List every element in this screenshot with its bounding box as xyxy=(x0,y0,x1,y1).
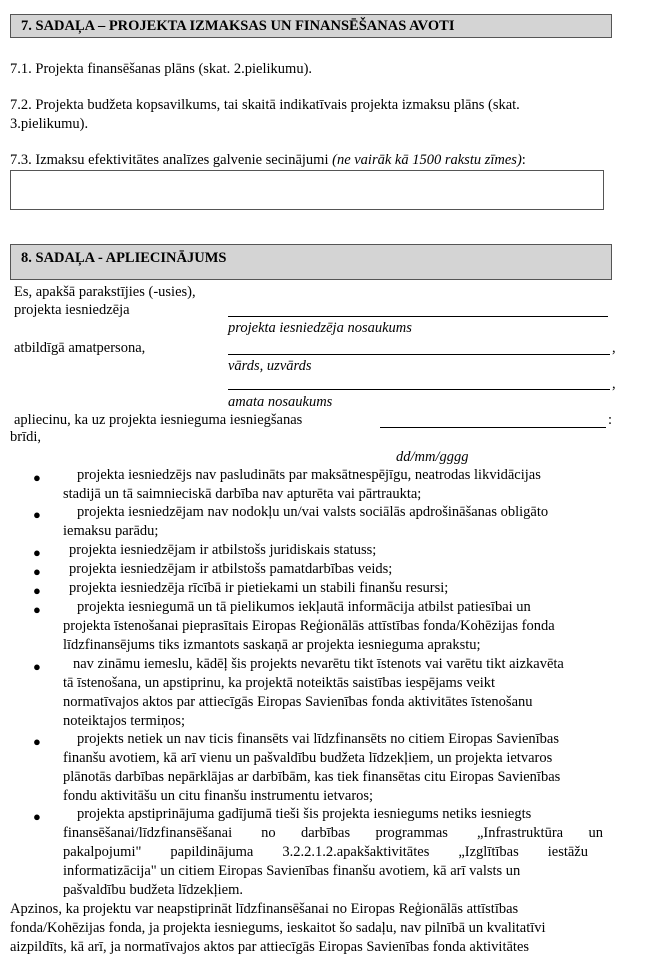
list-item-line: projekts netiek un nav ticis finansēts vai līdzfinansēts no citiem Eiropas Savienības xyxy=(77,731,560,747)
item-7-2-line2: 3.pielikumu). xyxy=(10,116,89,132)
item-7-1: 7.1. Projekta finansēšanas plāns (skat. 2.pielikumu). xyxy=(10,61,313,77)
list-item-line: projekta iesniedzējam ir atbilstošs pamatdarbības veids; xyxy=(69,561,393,577)
list-item-cont xyxy=(63,636,625,655)
item-7-3-colon: : xyxy=(521,152,526,168)
date-field[interactable] xyxy=(380,427,606,428)
caption-name-surname: vārds, uzvārds xyxy=(228,358,312,374)
bullet-icon: ● xyxy=(33,659,41,674)
list-item-cont xyxy=(63,843,625,862)
list-item-line: normatīvajos aktos par attiecīgās Eiropas Savienības fonda aktivitātes īstenošanu xyxy=(63,694,533,710)
list-item-cont xyxy=(63,824,625,843)
list-item-line: pakalpojumi" papildinājuma 3.2.2.1.2.apakšaktivitātes „Izglītības iestāžu xyxy=(63,844,588,860)
list-item xyxy=(63,579,625,598)
list-item-line: projekta iesniedzējam nav nodokļu un/vai valsts sociālās apdrošināšanas obligāto xyxy=(77,504,549,520)
position-title-field[interactable] xyxy=(228,389,610,390)
line-es: Es, apakšā parakstījies (-usies), xyxy=(14,284,196,300)
bullet-icon: ● xyxy=(33,470,41,485)
comma-1: , xyxy=(612,340,616,356)
applicant-name-field[interactable] xyxy=(228,316,608,317)
list-item-cont xyxy=(63,712,625,731)
list-item-line: projekta iesniegumā un tā pielikumos iekļautā informācija atbilst patiesībai un xyxy=(77,599,531,615)
list-item-line: noteiktajos termiņos; xyxy=(63,713,186,729)
item-7-3-text: 7.3. Izmaksu efektivitātes analīzes galvenie secinājumi xyxy=(10,152,333,168)
closing-line-2: fonda/Kohēzijas fonda, ja projekta iesniegums, ieskaitot šo sadaļu, nav pilnībā un kvalitatīvi xyxy=(10,920,546,936)
list-item-line: projekta iesniedzējs nav pasludināts par maksātnespējīgu, neatrodas likvidācijas xyxy=(77,467,541,483)
list-item-line: projekta iesniedzēja rīcībā ir pietiekami un stabili finanšu resursi; xyxy=(69,580,449,596)
list-item-line: fondu aktivitāšu un citu finanšu instrumentu ietvaros; xyxy=(63,788,374,804)
closing-line-1: Apzinos, ka projektu var neapstiprināt līdzfinansēšanai no Eiropas Reģionālās attīstības xyxy=(10,901,519,917)
list-item-line: tā īstenošana, un apstiprinu, ka projektā noteiktās saistības iespējams veikt xyxy=(63,675,496,691)
list-item-line: stadijā un tā saimnieciskā darbība nav apturēta vai pārtraukta; xyxy=(63,486,422,502)
line-iesniedzeja: projekta iesniedzēja xyxy=(14,302,130,318)
caption-applicant-name: projekta iesniedzēja nosaukums xyxy=(228,320,412,336)
list-item-cont xyxy=(63,522,625,541)
section-8-header xyxy=(10,244,612,280)
caption-date-format: dd/mm/gggg xyxy=(396,449,469,465)
list-item-cont xyxy=(63,693,625,712)
list-item-cont xyxy=(63,881,625,900)
section-8-title: 8. SADAĻA - APLIECINĀJUMS xyxy=(21,250,227,266)
list-item-cont xyxy=(63,768,625,787)
list-item-line: finansēšanai/līdzfinansēšanai no darbības programmas „Infrastruktūra un xyxy=(63,825,603,841)
line-amatpersona: atbildīgā amatpersona, xyxy=(14,340,146,356)
list-item-cont xyxy=(63,862,625,881)
list-item xyxy=(63,655,625,674)
item-7-3-note: (ne vairāk kā 1500 rakstu zīmes) xyxy=(332,152,522,168)
list-item-line: projekta iesniedzējam ir atbilstošs juridiskais statuss; xyxy=(69,542,377,558)
list-item-line: finanšu avotiem, kā arī vienu un pašvaldību budžeta līdzekļiem, un projekta ietvaros xyxy=(63,750,553,766)
bullet-icon: ● xyxy=(33,583,41,598)
list-item xyxy=(63,598,625,617)
item-7-3 xyxy=(10,152,526,169)
section-7-header xyxy=(10,14,612,38)
list-item-cont xyxy=(63,749,625,768)
list-item-cont xyxy=(63,787,625,806)
list-item-line: iemaksu parādu; xyxy=(63,523,159,539)
bullet-icon: ● xyxy=(33,734,41,749)
bullet-icon: ● xyxy=(33,545,41,560)
list-item xyxy=(63,805,625,824)
item-7-2-line1: 7.2. Projekta budžeta kopsavilkums, tai skaitā indikatīvais projekta izmaksu plāns (skat. xyxy=(10,97,520,113)
colon: : xyxy=(608,412,613,428)
list-item xyxy=(63,466,625,485)
list-item xyxy=(63,503,625,522)
bullet-icon: ● xyxy=(33,809,41,824)
bullet-icon: ● xyxy=(33,507,41,522)
line-apliecinu: apliecinu, ka uz projekta iesnieguma iesniegšanas xyxy=(14,412,303,428)
comma-2: , xyxy=(612,376,616,392)
list-item-line: projekta īstenošanai pieprasītais Eiropas Reģionālās attīstības fonda/Kohēzijas fonda xyxy=(63,618,555,634)
list-item-cont xyxy=(63,674,625,693)
list-item xyxy=(63,560,625,579)
list-item xyxy=(63,730,625,749)
list-item-line: nav zināmu iemeslu, kādēļ šis projekts nevarētu tikt īstenots vai varētu tikt aizkavēta xyxy=(73,656,564,672)
closing-line-3: aizpildīts, kā arī, ja normatīvajos aktos par attiecīgās Eiropas Savienības fonda aktivitātes xyxy=(10,939,530,955)
list-item-cont xyxy=(63,485,625,504)
list-item-line: projekta apstiprinājuma gadījumā tieši šis projekta iesniegums netiks iesniegts xyxy=(77,806,532,822)
section-7-title: 7. SADAĻA – PROJEKTA IZMAKSAS UN FINANSĒŠANAS AVOTI xyxy=(21,18,455,34)
list-item-line: pašvaldību budžeta līdzekļiem. xyxy=(63,882,243,898)
list-item-line: informatizācija" un citiem Eiropas Savienības finanšu avotiem, kā arī valsts un xyxy=(63,863,521,879)
list-item-line: līdzfinansējums tiks izmantots saskaņā ar projekta iesnieguma aprakstu; xyxy=(63,637,481,653)
official-name-field[interactable] xyxy=(228,354,610,355)
bullet-icon: ● xyxy=(33,564,41,579)
efficiency-analysis-field[interactable] xyxy=(10,170,604,210)
caption-position-title: amata nosaukums xyxy=(228,394,333,410)
list-item-line: plānotās darbības nepārklājas ar darbībām, kas tiek finansētas citu Eiropas Savienības xyxy=(63,769,561,785)
line-bridi: brīdi, xyxy=(10,429,42,445)
bullet-icon: ● xyxy=(33,602,41,617)
list-item xyxy=(63,541,625,560)
list-item-cont xyxy=(63,617,625,636)
